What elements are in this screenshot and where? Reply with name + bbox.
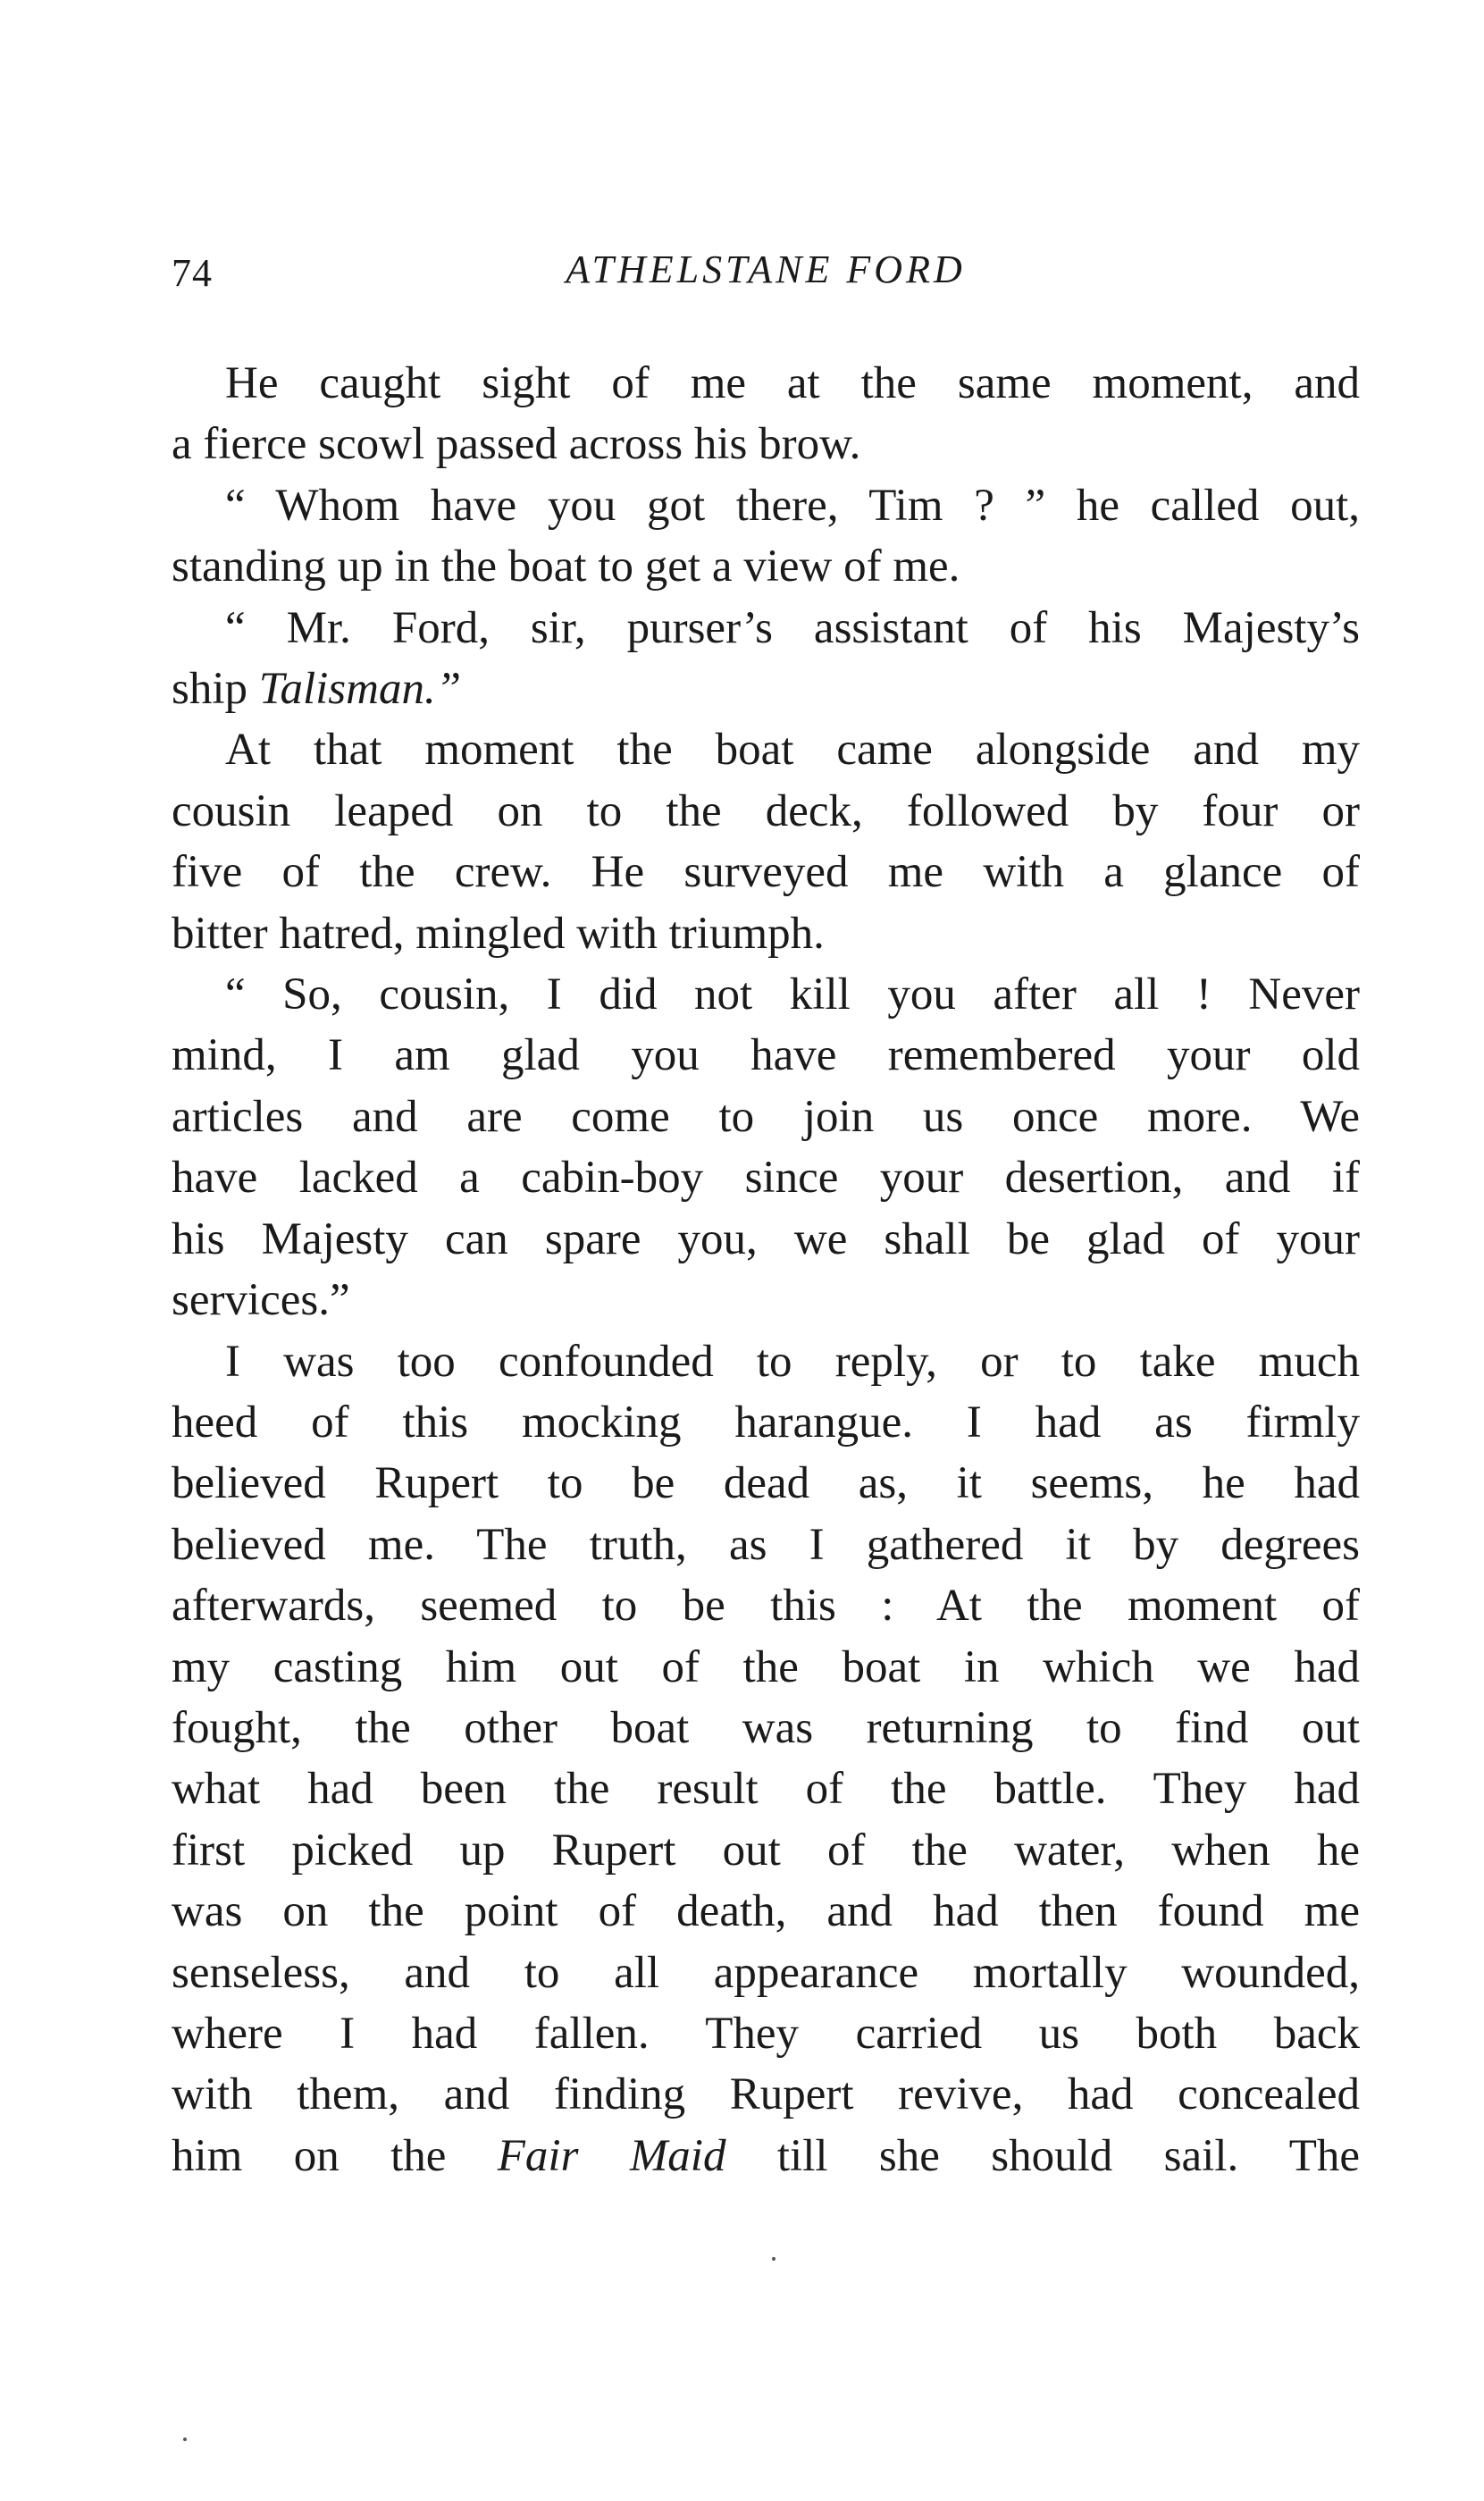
text-line: ship Talisman.” (172, 664, 462, 715)
text-line: heed of this mocking harangue. I had as firmly (172, 1397, 1360, 1448)
text-line: was on the point of death, and had then found me (172, 1886, 1360, 1937)
ink-speck (772, 2257, 776, 2261)
text-line: articles and are come to join us once more. We (172, 1091, 1360, 1142)
text-line: first picked up Rupert out of the water, when he (172, 1825, 1360, 1876)
text-line: fought, the other boat was returning to find out (172, 1702, 1360, 1753)
text-line: “ Whom have you got there, Tim ? ” he called out, (225, 480, 1360, 531)
text-line: where I had fallen. They carried us both back (172, 2008, 1360, 2059)
text-line: He caught sight of me at the same moment, and (225, 358, 1360, 408)
text-line: his Majesty can spare you, we shall be glad of your (172, 1213, 1360, 1264)
text-line: afterwards, seemed to be this : At the moment of (172, 1581, 1360, 1632)
text-line: senseless, and to all appearance mortally wounded, (172, 1947, 1360, 1998)
text-line: standing up in the boat to get a view of me. (172, 541, 960, 592)
page-header (172, 239, 1360, 302)
text-line: what had been the result of the battle. They had (172, 1764, 1360, 1815)
text-line: believed Rupert to be dead as, it seems, he had (172, 1458, 1360, 1509)
text-line: “ Mr. Ford, sir, purser’s assistant of his Majesty’s (225, 602, 1360, 653)
ink-speck (183, 2438, 187, 2441)
text-line: mind, I am glad you have remembered your old (172, 1030, 1360, 1081)
text-line: five of the crew. He surveyed me with a glance of (172, 847, 1360, 898)
text-line: my casting him out of the boat in which we had (172, 1641, 1360, 1692)
text-line: believed me. The truth, as I gathered it by degrees (172, 1519, 1360, 1570)
text-line: a fierce scowl passed across his brow. (172, 419, 861, 470)
text-line: services.” (172, 1275, 350, 1326)
text-line: cousin leaped on to the deck, followed by four or (172, 785, 1360, 836)
text-line: “ So, cousin, I did not kill you after all ! Never (225, 969, 1360, 1020)
text-line: At that moment the boat came alongside and my (225, 725, 1360, 776)
text-line: I was too confounded to reply, or to take much (225, 1336, 1360, 1387)
text-line: with them, and finding Rupert revive, had concealed (172, 2069, 1360, 2120)
page-number: 74 (172, 251, 213, 295)
text-line: him on the Fair Maid till she should sail. The (172, 2130, 1360, 2181)
running-title: ATHELSTANE FORD (566, 248, 966, 291)
text-line: bitter hatred, mingled with triumph. (172, 908, 825, 959)
body-text (172, 353, 1360, 2186)
text-line: have lacked a cabin-boy since your desertion, and if (172, 1153, 1360, 1204)
